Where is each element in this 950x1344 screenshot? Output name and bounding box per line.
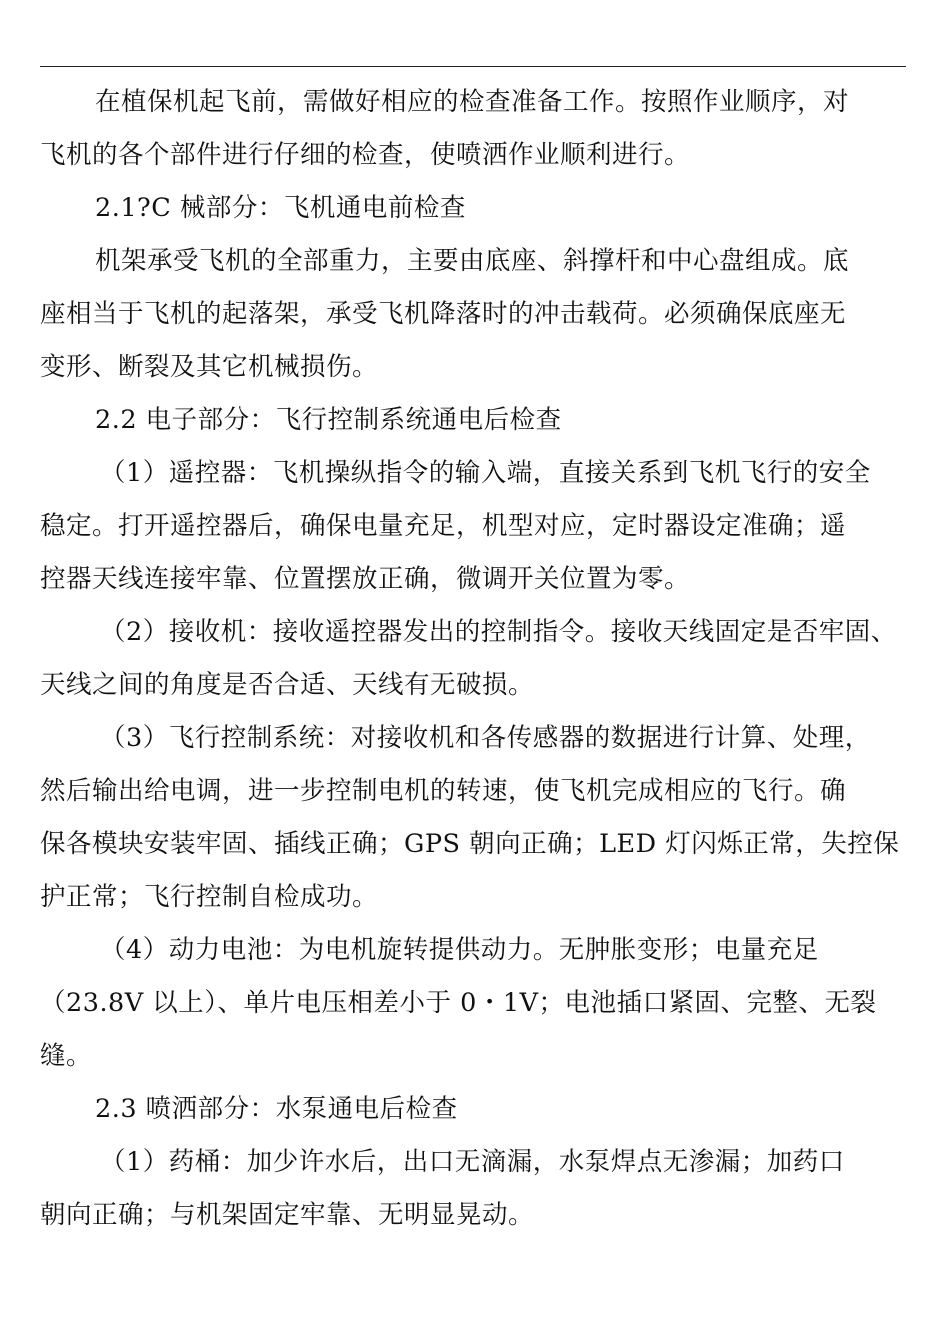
header-rule	[40, 66, 906, 67]
paragraph-line: 朝向正确；与机架固定牢靠、无明显晃动。	[40, 1200, 535, 1230]
paragraph-line: 控器天线连接牢靠、位置摆放正确，微调开关位置为零。	[40, 564, 691, 594]
paragraph-line: （4）动力电池：为电机旋转提供动力。无肿胀变形；电量充足	[100, 935, 819, 965]
paragraph-line: 在植保机起飞前，需做好相应的检查准备工作。按照作业顺序，对	[95, 87, 850, 117]
paragraph-line: 天线之间的角度是否合适、天线有无破损。	[40, 670, 535, 700]
document-body	[40, 76, 906, 1242]
paragraph-line: 变形、断裂及其它机械损伤。	[40, 352, 379, 382]
paragraph-line: 缝。	[40, 1041, 93, 1071]
paragraph-line: 飞机的各个部件进行仔细的检查，使喷洒作业顺利进行。	[40, 140, 691, 170]
paragraph-line: 机架承受飞机的全部重力，主要由底座、斜撑杆和中心盘组成。底	[95, 246, 850, 276]
paragraph-line: （2）接收机：接收遥控器发出的控制指令。接收天线固定是否牢固、	[100, 617, 897, 647]
paragraph-line: 护正常；飞行控制自检成功。	[40, 882, 379, 912]
paragraph-line: 稳定。打开遥控器后，确保电量充足，机型对应，定时器设定准确；遥	[40, 511, 847, 541]
paragraph-line: （1）药桶：加少许水后，出口无滴漏，水泵焊点无渗漏；加药口	[100, 1147, 845, 1177]
paragraph-line: 座相当于飞机的起落架，承受飞机降落时的冲击载荷。必须确保底座无	[40, 299, 847, 329]
paragraph-line: （3）飞行控制系统：对接收机和各传感器的数据进行计算、处理，	[100, 723, 871, 753]
section-heading: 2.1?C 械部分：飞机通电前检查	[95, 193, 466, 223]
section-heading: 2.2 电子部分：飞行控制系统通电后检查	[95, 405, 562, 435]
paragraph-line: 保各模块安装牢固、插线正确；GPS 朝向正确；LED 灯闪烁正常，失控保	[40, 829, 900, 859]
section-heading: 2.3 喷洒部分：水泵通电后检查	[95, 1094, 458, 1124]
paragraph-line: （23.8V 以上）、单片电压相差小于 0・1V；电池插口紧固、完整、无裂	[40, 988, 877, 1018]
paragraph-line: 然后输出给电调，进一步控制电机的转速，使飞机完成相应的飞行。确	[40, 776, 847, 806]
paragraph-line: （1）遥控器：飞机操纵指令的输入端，直接关系到飞机飞行的安全	[100, 458, 871, 488]
